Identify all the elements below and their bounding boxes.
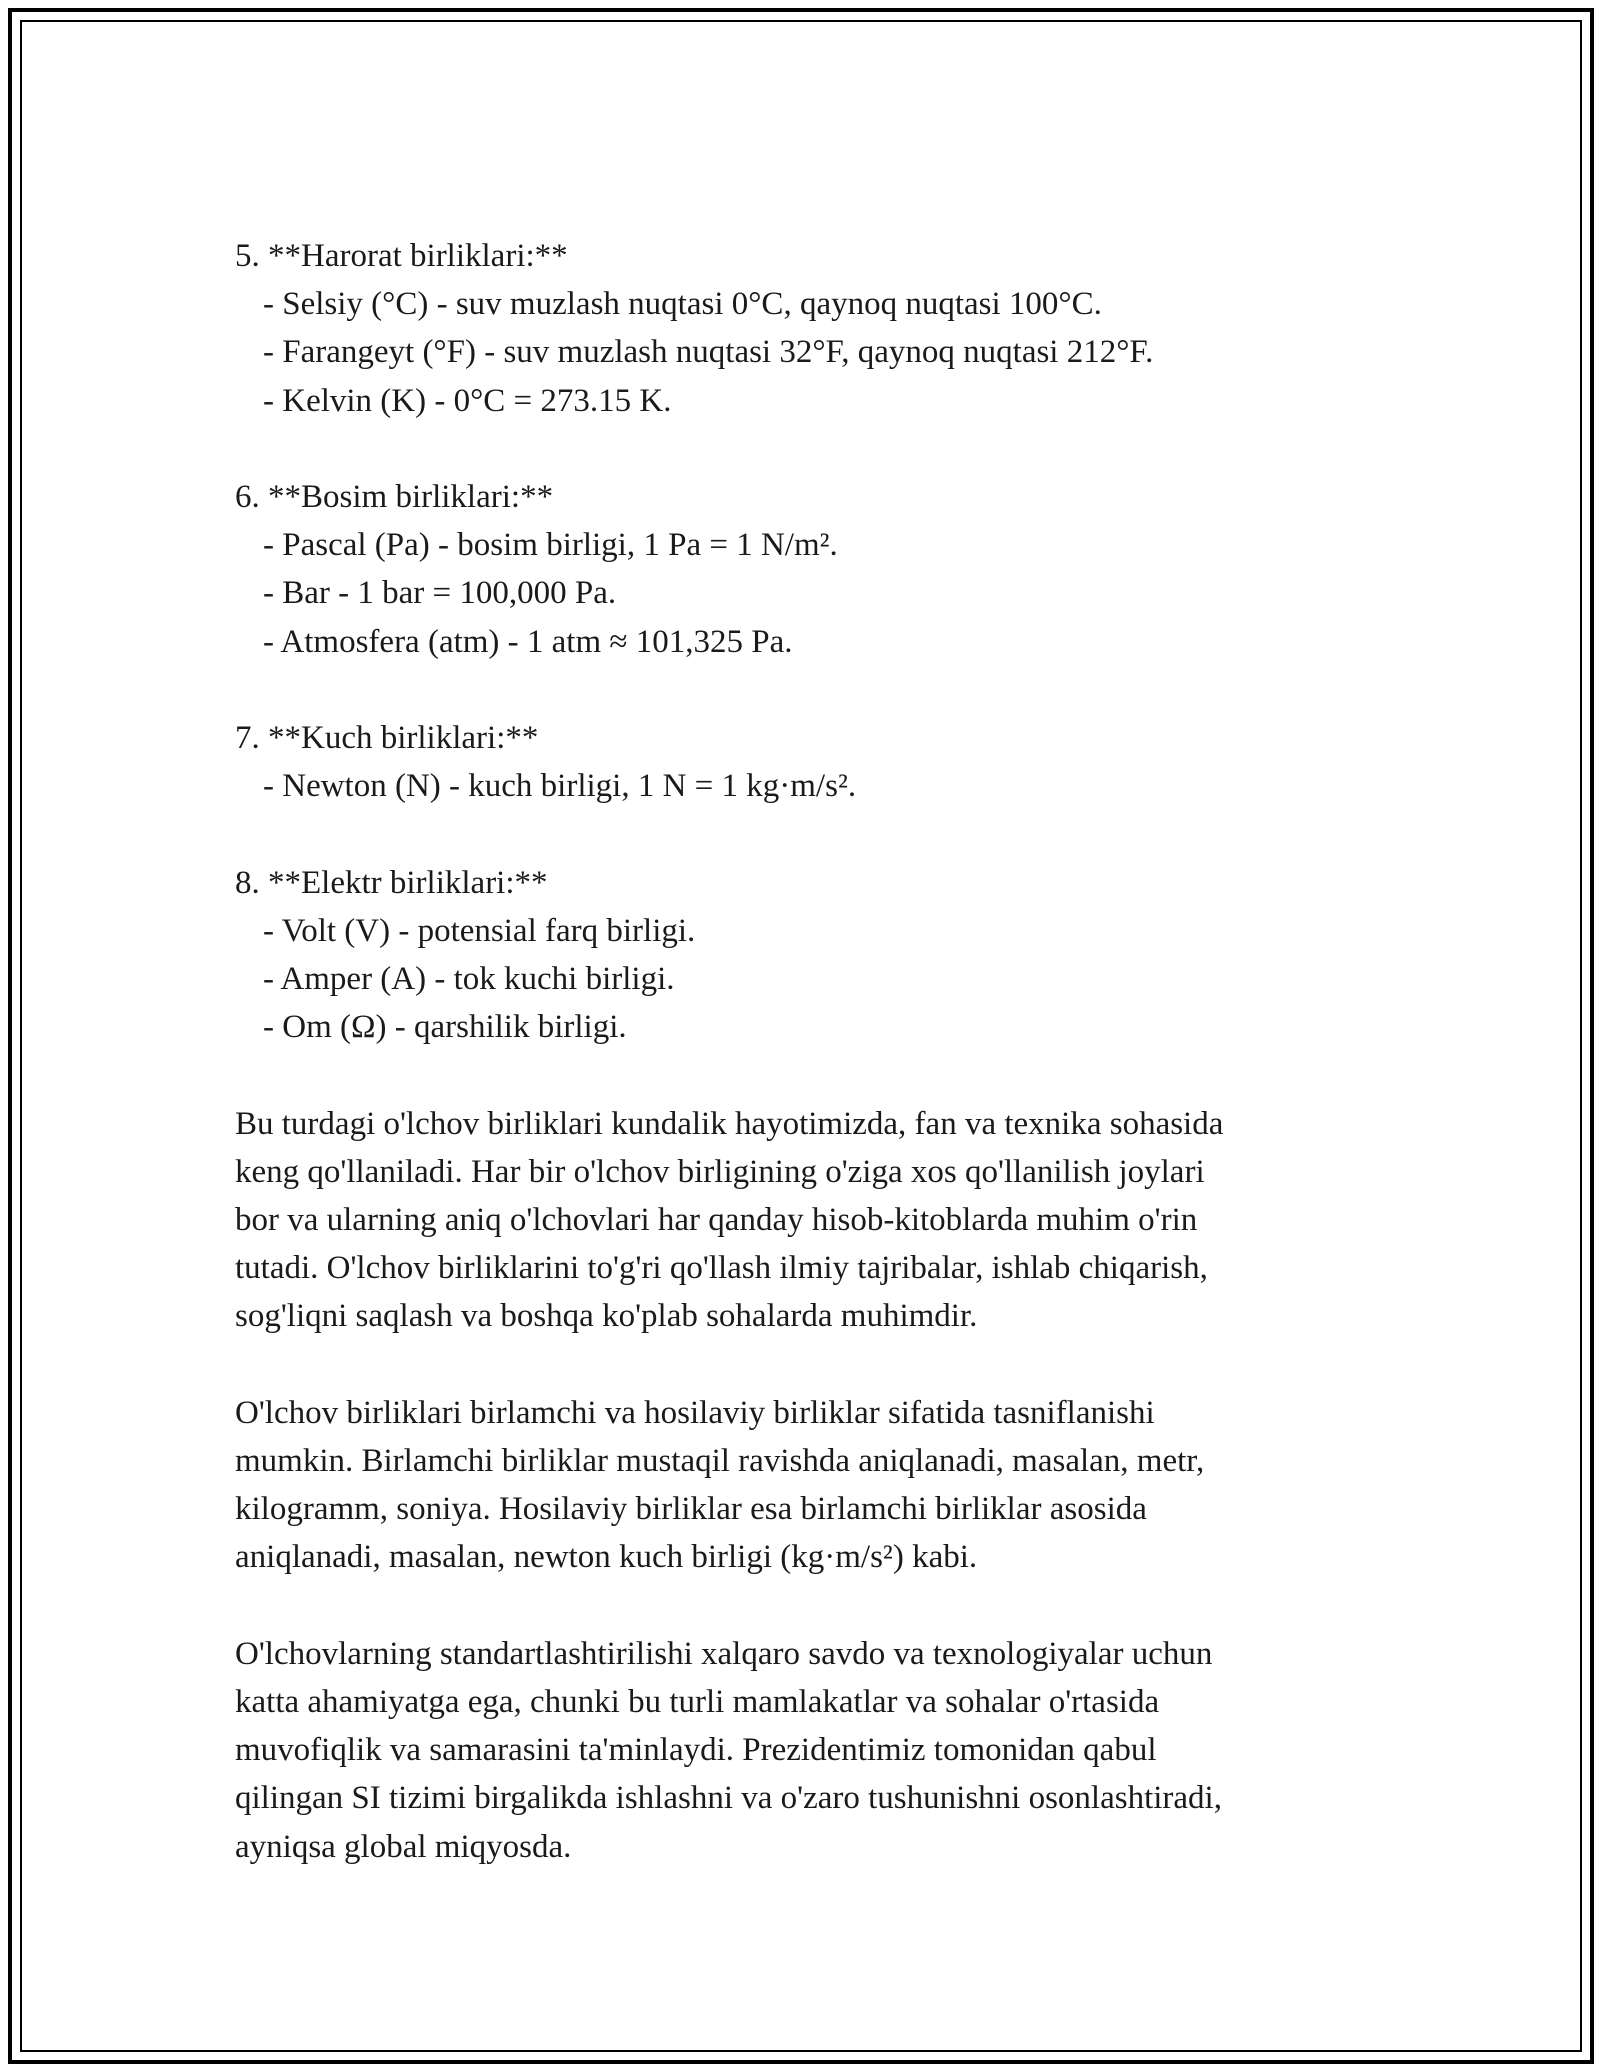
paragraph-line: qilingan SI tizimi birgalikda ishlashni va o'zaro tushunishni osonlashtiradi, <box>235 1780 1222 1817</box>
paragraph-line: aniqlanadi, masalan, newton kuch birligi (kg·m/s²) kabi. <box>235 1539 978 1576</box>
paragraph-line: tutadi. O'lchov birliklarini to'g'ri qo'llash ilmiy tajribalar, ishlab chiqarish, <box>235 1250 1208 1287</box>
section-pressure-units <box>235 473 1365 666</box>
section-heading: 6. **Bosim birliklari:** <box>235 479 554 515</box>
spacer <box>235 666 1365 714</box>
section-heading: 8. **Elektr birliklari:** <box>235 864 548 901</box>
paragraph-line: O'lchovlarning standartlashtirilishi xalqaro savdo va texnologiyalar uchun <box>235 1635 1213 1672</box>
list-item: - Bar - 1 bar = 100,000 Pa. <box>263 575 617 612</box>
paragraph-line: bor va ularning aniq o'lchovlari har qanday hisob-kitoblarda muhim o'rin <box>235 1202 1198 1238</box>
section-temperature-units <box>235 232 1365 425</box>
paragraph-line: keng qo'llaniladi. Har bir o'lchov birligining o'ziga xos qo'llanilish joylari <box>235 1153 1205 1190</box>
list-item: - Farangeyt (°F) - suv muzlash nuqtasi 32°F, qaynoq nuqtasi 212°F. <box>263 334 1154 371</box>
paragraph-line: kilogramm, soniya. Hosilaviy birliklar esa birlamchi birliklar asosida <box>235 1491 1147 1528</box>
section-electrical-units <box>235 859 1365 1052</box>
spacer <box>235 1051 1365 1099</box>
section-heading: 7. **Kuch birliklari:** <box>235 720 539 756</box>
list-item: - Selsiy (°C) - suv muzlash nuqtasi 0°C, qaynoq nuqtasi 100°C. <box>263 286 1102 323</box>
paragraph-line: muvofiqlik va samarasini ta'minlaydi. Prezidentimiz tomonidan qabul <box>235 1732 1157 1769</box>
paragraph-standardization <box>235 1630 1365 1871</box>
paragraph-usage <box>235 1100 1365 1341</box>
paragraph-line: sog'liqni saqlash va boshqa ko'plab sohalarda muhimdir. <box>235 1298 978 1335</box>
list-item: - Atmosfera (atm) - 1 atm ≈ 101,325 Pa. <box>263 623 793 660</box>
section-force-units <box>235 714 1365 810</box>
document-body <box>235 232 1365 1871</box>
paragraph-line: katta ahamiyatga ega, chunki bu turli mamlakatlar va sohalar o'rtasida <box>235 1684 1160 1720</box>
list-item: - Newton (N) - kuch birligi, 1 N = 1 kg·m/s². <box>263 768 857 805</box>
spacer <box>235 1341 1365 1389</box>
paragraph-classification <box>235 1389 1365 1582</box>
spacer <box>235 1582 1365 1630</box>
paragraph-line: Bu turdagi o'lchov birliklari kundalik hayotimizda, fan va texnika sohasida <box>235 1105 1224 1142</box>
section-heading: 5. **Harorat birliklari:** <box>235 238 568 274</box>
spacer <box>235 425 1365 473</box>
list-item: - Kelvin (K) - 0°C = 273.15 K. <box>263 382 672 419</box>
list-item: - Pascal (Pa) - bosim birligi, 1 Pa = 1 N/m². <box>263 527 838 564</box>
paragraph-line: ayniqsa global miqyosda. <box>235 1828 572 1865</box>
spacer <box>235 810 1365 858</box>
list-item: - Amper (A) - tok kuchi birligi. <box>263 961 675 997</box>
list-item: - Volt (V) - potensial farq birligi. <box>263 912 696 949</box>
paragraph-line: mumkin. Birlamchi birliklar mustaqil ravishda aniqlanadi, masalan, metr, <box>235 1443 1205 1479</box>
paragraph-line: O'lchov birliklari birlamchi va hosilaviy birliklar sifatida tasniflanishi <box>235 1394 1155 1431</box>
list-item: - Om (Ω) - qarshilik birligi. <box>263 1009 627 1046</box>
